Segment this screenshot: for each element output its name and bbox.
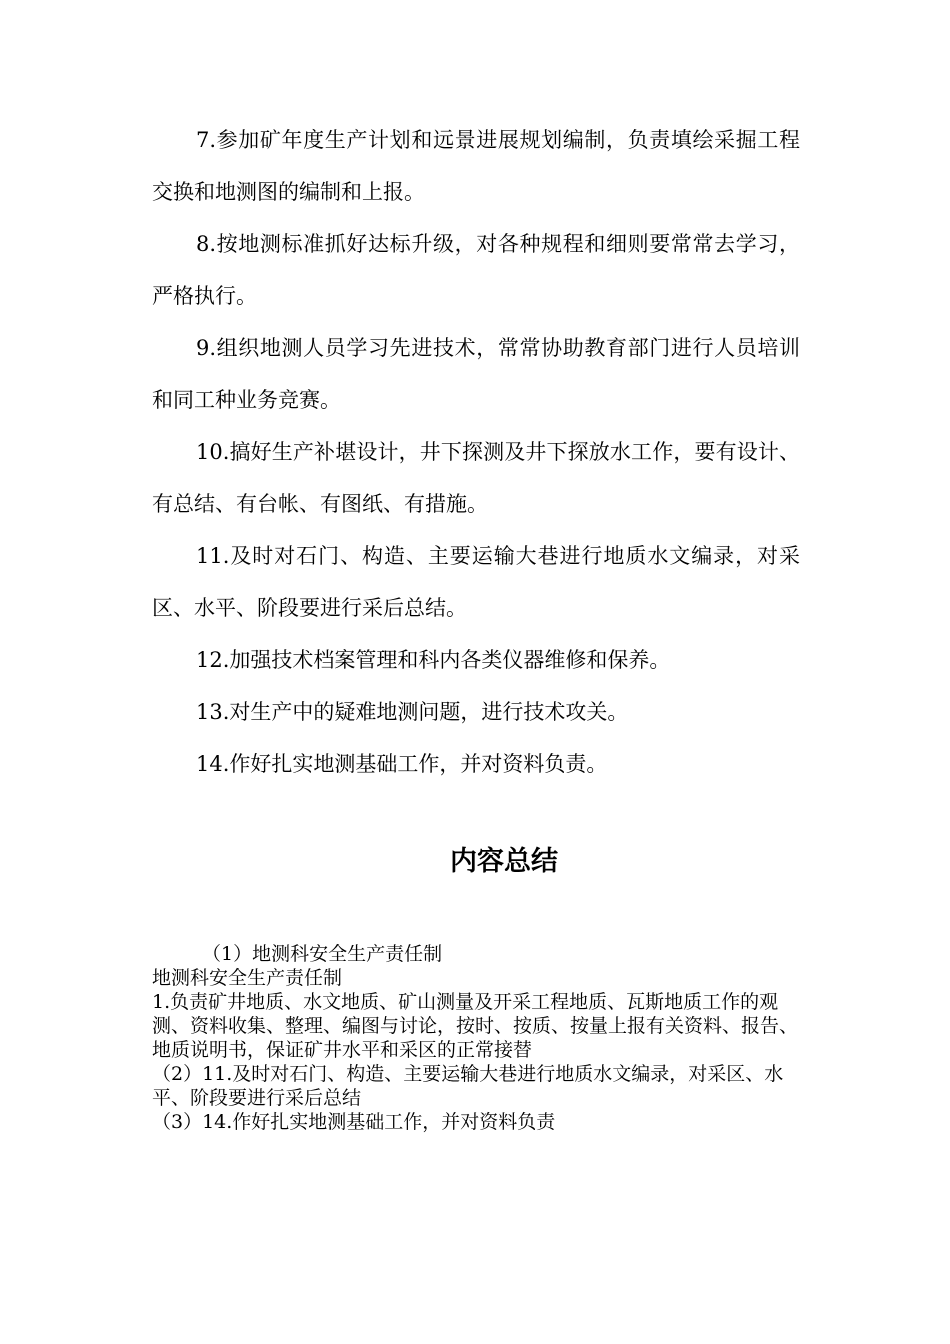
paragraph-11: 11.及时对石门、构造、主要运输大巷进行地质水文编录，对采区、水平、阶段要进行采后总结。 (152, 544, 800, 620)
paragraph-13: 13.对生产中的疑难地测问题，进行技术攻关。 (196, 700, 629, 724)
summary-line-4: （2）11.及时对石门、构造、主要运输大巷进行地质水文编录，对采区、水平、阶段要进行采后总结 (152, 1063, 784, 1109)
paragraph-8: 8.按地测标准抓好达标升级，对各种规程和细则要常常去学习，严格执行。 (152, 232, 800, 308)
summary-line-3: 1.负责矿井地质、水文地质、矿山测量及开采工程地质、瓦斯地质工作的观测、资料收集、整理、编图与讨论，按时、按质、按量上报有关资料、报告、地质说明书，保证矿井水平和采区的正常接替 (152, 991, 799, 1061)
paragraph-14: 14.作好扎实地测基础工作，并对资料负责。 (196, 752, 608, 776)
summary-line-1: （1）地测科安全生产责任制 (202, 943, 443, 965)
paragraph-9: 9.组织地测人员学习先进技术，常常协助教育部门进行人员培训和同工种业务竞赛。 (152, 336, 800, 412)
body-text (152, 114, 800, 790)
summary-content (152, 942, 800, 1134)
paragraph-7: 7.参加矿年度生产计划和远景进展规划编制，负责填绘采掘工程交换和地测图的编制和上报。 (152, 128, 800, 204)
summary-line-2: 地测科安全生产责任制 (152, 967, 343, 989)
summary-title: 内容总结 (450, 846, 558, 877)
paragraph-10: 10.搞好生产补堪设计，井下探测及井下探放水工作，要有设计、有总结、有台帐、有图纸、有措施。 (152, 440, 800, 516)
summary-line-5: （3）14.作好扎实地测基础工作，并对资料负责 (152, 1111, 556, 1133)
paragraph-12: 12.加强技术档案管理和科内各类仪器维修和保养。 (196, 648, 671, 672)
